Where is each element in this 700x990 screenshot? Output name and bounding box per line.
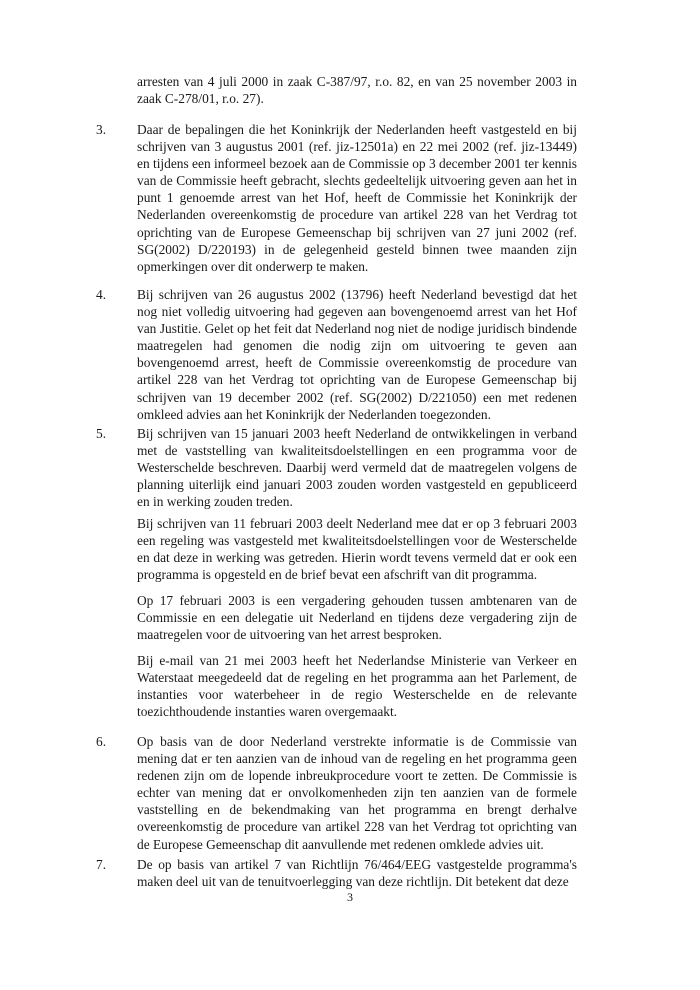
- paragraph-number-5: 5.: [96, 426, 107, 441]
- paragraph-number-6: 6.: [96, 734, 107, 749]
- paragraph-4-text: Bij schrijven van 26 augustus 2002 (13796) heeft Nederland bevestigd dat het nog niet volledig uitvoering had gegeven aan bovengenoemd arrest van het Hof van Justitie. Gelet op het feit dat Nederland nog niet de nodige juridisch bindende maatregelen had genomen die nodig zijn om uitvoering te geven aan bovengenoemd arrest, heeft de Commissie overeenkomstig de procedure van artikel 228 van het Verdrag tot oprichting van de Europese Gemeenschap bij schrijven van 19 december 2002 (ref. SG(2002) D/221050) een met redenen omkleed advies aan het Koninkrijk der Nederlanden toegezonden.: [137, 287, 577, 422]
- paragraph-5-block-2: Bij schrijven van 11 februari 2003 deelt Nederland mee dat er op 3 februari 2003 een regeling was vastgesteld met kwaliteitsdoelstellingen voor de Westerschelde en dat deze in werking was getreden. Hierin wordt tevens vermeld dat er ook een programma is opgesteld en de brief bevat een afschrift van dit programma.: [137, 516, 577, 583]
- paragraph-6-text: Op basis van de door Nederland verstrekte informatie is de Commissie van mening dat er ten aanzien van de inhoud van de regeling en het programma geen redenen zijn om de lopende inbreukprocedure voort te zetten. De Commissie is echter van mening dat er onvolkomenheden zijn ten aanzien van de formele vaststelling en de bekendmaking van het programma en brengt derhalve overeenkomstig de procedure van artikel 228 van het Verdrag tot oprichting van de Europese Gemeenschap dit aanvullende met redenen omklede advies uit.: [137, 734, 577, 852]
- paragraph-7-text: De op basis van artikel 7 van Richtlijn 76/464/EEG vastgestelde programma's maken deel uit van de tenuitvoerlegging van deze richtlijn. Dit betekent dat deze: [137, 857, 577, 890]
- paragraph-5-block-1: Bij schrijven van 15 januari 2003 heeft Nederland de ontwikkelingen in verband met de vaststelling van kwaliteitsdoelstellingen en een programma voor de Westerschelde beschreven. Daarbij werd vermeld dat de maatregelen volgens de planning uiterlijk eind januari 2003 zouden worden vastgesteld en gepubliceerd en in werking zouden treden.: [137, 426, 577, 510]
- paragraph-number-4: 4.: [96, 287, 107, 302]
- page-number: 3: [347, 890, 353, 904]
- paragraph-5-block-4: Bij e-mail van 21 mei 2003 heeft het Nederlandse Ministerie van Verkeer en Waterstaat meegedeeld dat de regeling en het programma aan het Parlement, de instanties voor waterbeheer in de regio Westerschelde en de relevante toezichthoudende instanties waren overgemaakt.: [137, 653, 577, 720]
- paragraph-3-text: Daar de bepalingen die het Koninkrijk der Nederlanden heeft vastgesteld en bij schrijven van 3 augustus 2001 (ref. jiz-12501a) en 22 mei 2002 (ref. jiz-13449) en tijdens een informeel bezoek aan de Commissie op 3 december 2001 ter kennis van de Commissie heeft gebracht, slechts gedeeltelijk uitvoering geven aan het in punt 1 genoemde arrest van het Hof, heeft de Commissie het Koninkrijk der Nederlanden overeenkomstig de procedure van artikel 228 van het Verdrag tot oprichting van de Europese Gemeenschap bij schrijven van 27 juni 2002 (ref. SG(2002) D/220193) in de gelegenheid gesteld binnen twee maanden zijn opmerkingen over dit onderwerp te maken.: [137, 122, 577, 274]
- paragraph-number-3: 3.: [96, 122, 107, 137]
- paragraph-5-block-3: Op 17 februari 2003 is een vergadering gehouden tussen ambtenaren van de Commissie en een delegatie uit Nederland en tijdens deze vergadering zijn de maatregelen voor de uitvoering van het arrest besproken.: [137, 593, 577, 643]
- intro-continuation: arresten van 4 juli 2000 in zaak C-387/97, r.o. 82, en van 25 november 2003 in zaak C-278/01, r.o. 27).: [137, 74, 577, 107]
- paragraph-number-7: 7.: [96, 857, 107, 872]
